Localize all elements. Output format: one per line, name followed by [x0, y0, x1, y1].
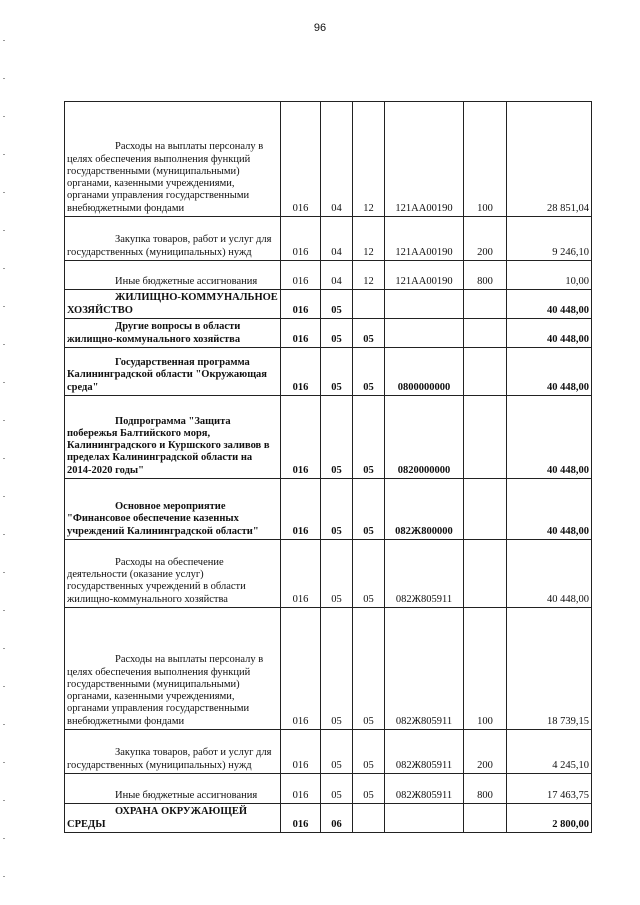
section-code: 04: [321, 261, 353, 290]
row-name-first: Расходы на выплаты персоналу: [115, 654, 256, 666]
row-name-first: Иные бюджетные: [115, 789, 195, 801]
target-article: [385, 804, 464, 833]
expense-type: [464, 804, 507, 833]
expense-type: 800: [464, 261, 507, 290]
target-article: 0820000000: [385, 396, 464, 479]
ved-code: 016: [281, 540, 321, 608]
target-article: 082Ж805911: [385, 540, 464, 608]
subsection-code: 05: [353, 774, 385, 804]
section-code: 05: [321, 396, 353, 479]
expense-type: [464, 540, 507, 608]
table-row: [65, 774, 592, 804]
row-name-rest: в целях обеспечения выполнения функций государственными (муниципальными) органами, казенными учреждениями, органами управления государственными внебюджетными фондами: [67, 141, 264, 214]
amount: 4 245,10: [507, 730, 592, 774]
target-article: 121AA00190: [385, 261, 464, 290]
page-number: 96: [313, 22, 327, 34]
section-code: 04: [321, 217, 353, 261]
ved-code: 016: [281, 319, 321, 348]
expense-type: [464, 290, 507, 319]
row-name: [65, 261, 281, 290]
amount: 28 851,04: [507, 102, 592, 217]
table-row: [65, 804, 592, 833]
ved-code: 016: [281, 261, 321, 290]
row-name-first: Закупка товаров, работ и услуг: [115, 234, 254, 246]
table-row: [65, 730, 592, 774]
row-name-first: Подпрограмма "Защита: [115, 415, 231, 427]
row-name-first: Основное мероприятие: [115, 501, 226, 513]
row-name-first: Расходы на выплаты персоналу: [115, 141, 256, 153]
target-article: 082Ж805911: [385, 608, 464, 730]
amount: 40 448,00: [507, 396, 592, 479]
row-name: [65, 396, 281, 479]
amount: 40 448,00: [507, 319, 592, 348]
row-name: [65, 608, 281, 730]
row-name-first: ЖИЛИЩНО-КОММУНАЛЬНОЕ: [115, 292, 278, 304]
budget-table: [64, 101, 592, 833]
row-name-first: Расходы на обеспечение: [115, 556, 224, 568]
row-name: [65, 479, 281, 540]
ved-code: 016: [281, 290, 321, 319]
ved-code: 016: [281, 217, 321, 261]
row-name-rest: Калининградской области "Окружающая среда": [67, 369, 267, 393]
target-article: 121AA00190: [385, 102, 464, 217]
subsection-code: 05: [353, 540, 385, 608]
expense-type: [464, 319, 507, 348]
section-code: 05: [321, 774, 353, 804]
row-name: [65, 730, 281, 774]
amount: 17 463,75: [507, 774, 592, 804]
section-code: 06: [321, 804, 353, 833]
expense-type: 100: [464, 102, 507, 217]
row-name: [65, 102, 281, 217]
ved-code: 016: [281, 608, 321, 730]
table-row: [65, 540, 592, 608]
expense-type: 800: [464, 774, 507, 804]
row-name-first: Закупка товаров, работ и услуг: [115, 747, 254, 759]
subsection-code: [353, 290, 385, 319]
amount: 40 448,00: [507, 540, 592, 608]
ved-code: 016: [281, 102, 321, 217]
row-name: [65, 804, 281, 833]
section-code: 05: [321, 730, 353, 774]
section-code: 05: [321, 290, 353, 319]
amount: 2 800,00: [507, 804, 592, 833]
row-name-rest: жилищно-коммунального хозяйства: [67, 333, 241, 345]
target-article: 0800000000: [385, 348, 464, 396]
table-row: [65, 396, 592, 479]
expense-type: [464, 479, 507, 540]
subsection-code: 05: [353, 608, 385, 730]
row-name-first: ОХРАНА ОКРУЖАЮЩЕЙ СРЕДЫ: [67, 806, 248, 830]
table-row: [65, 102, 592, 217]
row-name-rest: для государственных (муниципальных) нужд: [67, 747, 272, 771]
ved-code: 016: [281, 730, 321, 774]
subsection-code: 05: [353, 348, 385, 396]
row-name-rest: ХОЗЯЙСТВО: [67, 304, 133, 316]
subsection-code: 05: [353, 319, 385, 348]
target-article: [385, 290, 464, 319]
row-name-first: Иные бюджетные: [115, 275, 195, 287]
expense-type: [464, 396, 507, 479]
expense-type: [464, 348, 507, 396]
ved-code: 016: [281, 479, 321, 540]
row-name-rest: в целях обеспечения выполнения функций государственными (муниципальными) органами, казенными учреждениями, органами управления государственными внебюджетными фондами: [67, 654, 264, 727]
subsection-code: 05: [353, 396, 385, 479]
amount: 9 246,10: [507, 217, 592, 261]
section-code: 05: [321, 348, 353, 396]
table-row: [65, 290, 592, 319]
ved-code: 016: [281, 348, 321, 396]
subsection-code: 12: [353, 261, 385, 290]
row-name: [65, 217, 281, 261]
row-name-first: Другие вопросы в области: [115, 321, 241, 333]
ved-code: 016: [281, 774, 321, 804]
row-name: [65, 348, 281, 396]
expense-type: 200: [464, 217, 507, 261]
row-name-rest: ассигнования: [196, 789, 258, 801]
target-article: 082Ж800000: [385, 479, 464, 540]
ved-code: 016: [281, 396, 321, 479]
section-code: 05: [321, 479, 353, 540]
row-name-rest: "Финансовое обеспечение казенных учреждений Калининградской области": [67, 513, 259, 537]
expense-type: 200: [464, 730, 507, 774]
section-code: 05: [321, 540, 353, 608]
row-name-rest: деятельности (оказание услуг) государственных учреждений в области жилищно-коммунального хозяйства: [67, 569, 246, 605]
amount: 40 448,00: [507, 348, 592, 396]
section-code: 05: [321, 608, 353, 730]
expense-type: 100: [464, 608, 507, 730]
subsection-code: [353, 804, 385, 833]
section-code: 05: [321, 319, 353, 348]
row-name: [65, 774, 281, 804]
target-article: [385, 319, 464, 348]
row-name-rest: побережья Балтийского моря, Калининградского и Куршского заливов в пределах Калининградской области на 2014-2020 годы": [67, 427, 270, 476]
table-row: [65, 319, 592, 348]
amount: 40 448,00: [507, 290, 592, 319]
table-row: [65, 261, 592, 290]
amount: 40 448,00: [507, 479, 592, 540]
target-article: 082Ж805911: [385, 730, 464, 774]
target-article: 121AA00190: [385, 217, 464, 261]
row-name-first: Государственная программа: [115, 357, 250, 369]
amount: 10,00: [507, 261, 592, 290]
table-row: [65, 348, 592, 396]
budget-table-body: [65, 102, 592, 833]
margin-dots: [3, 40, 5, 900]
row-name-rest: ассигнования: [196, 275, 258, 287]
row-name: [65, 290, 281, 319]
row-name: [65, 540, 281, 608]
subsection-code: 05: [353, 730, 385, 774]
row-name: [65, 319, 281, 348]
amount: 18 739,15: [507, 608, 592, 730]
target-article: 082Ж805911: [385, 774, 464, 804]
subsection-code: 05: [353, 479, 385, 540]
subsection-code: 12: [353, 102, 385, 217]
row-name-rest: для государственных (муниципальных) нужд: [67, 234, 272, 258]
table-row: [65, 217, 592, 261]
subsection-code: 12: [353, 217, 385, 261]
table-row: [65, 479, 592, 540]
table-row: [65, 608, 592, 730]
section-code: 04: [321, 102, 353, 217]
ved-code: 016: [281, 804, 321, 833]
